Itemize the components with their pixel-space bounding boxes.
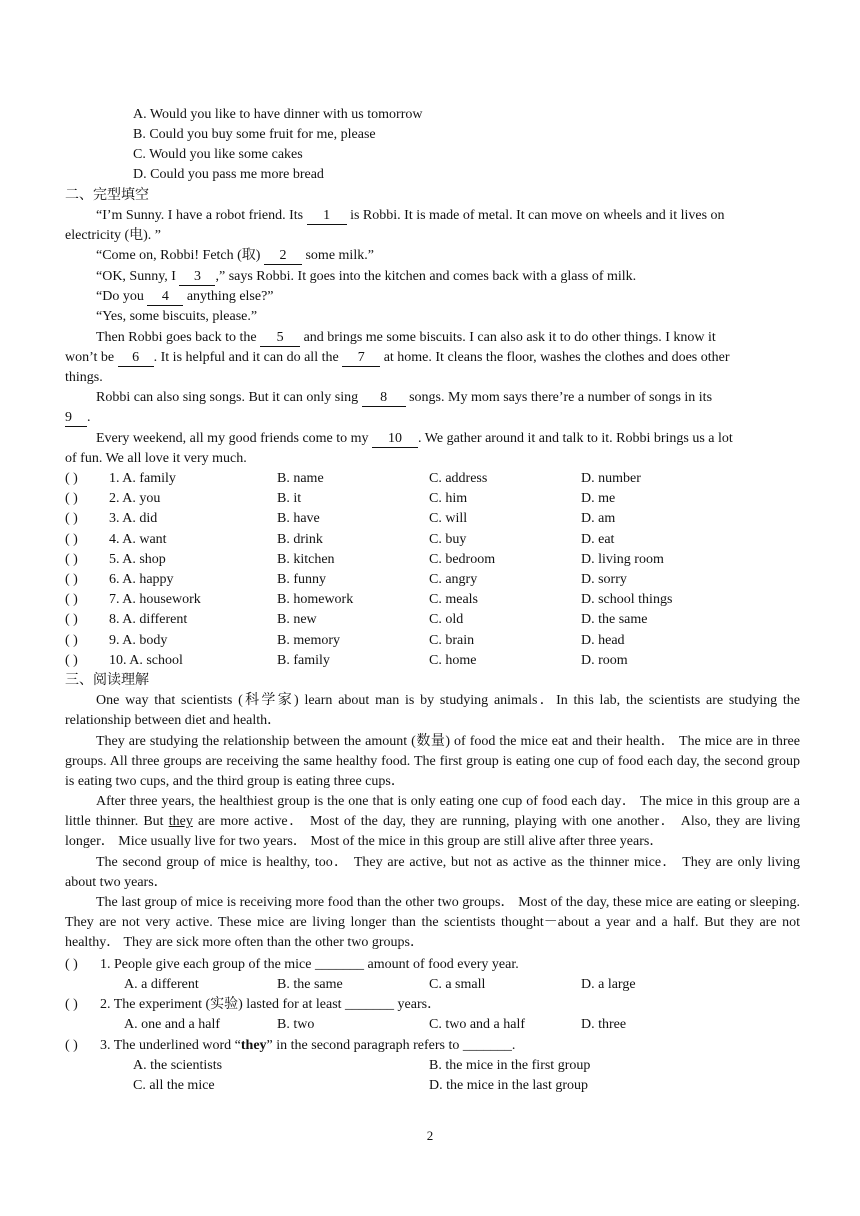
reading-question-3: ( ) 3. The underlined word “they” in the second paragraph refers to _______. [65,1036,800,1056]
option-c: C. Would you like some cakes [133,147,303,162]
underlined-word-they: they [168,814,193,830]
reading-paragraph-1: One way that scientists (科学家) learn about man is by studying animals．In this lab, the scientists are studying the relationship between diet and health． [65,693,800,729]
answer-paren[interactable]: ( ) [65,632,78,648]
blank-6: 6 [118,350,154,367]
answer-paren[interactable]: ( ) [65,612,78,628]
answer-paren[interactable]: ( ) [65,652,78,668]
cloze-question-row: ( ) 1. A. family B. name C. address D. number [65,469,800,489]
cloze-line-8: Every weekend, all my good friends come to my 10 . We gather around it and talk to it. Robbi brings us a lot [96,431,733,446]
answer-paren[interactable]: ( ) [65,551,78,567]
reading-paragraph-3: After three years, the healthiest group is the one that is only eating one cup of food each day． The mice in this group are a little thinner. But they are more active． Most of the day, they are running, playing with one another． Also, they are living longer． Mice usually live for two years． Most of the mice in this group are still alive after three years． [65,794,801,850]
reading-question-3-options-row-2: C. all the mice D. the mice in the last group [133,1078,589,1093]
cloze-question-row: ( ) 9. A. body B. memory C. brain D. head [65,631,800,651]
blank-8: 8 [362,390,406,407]
answer-paren[interactable]: ( ) [65,471,78,486]
blank-1: 1 [307,208,347,225]
cloze-line-7: Robbi can also sing songs. But it can only sing 8 songs. My mom says there’re a number of songs in its [96,390,713,405]
answer-paren[interactable]: ( ) [65,491,78,507]
answer-paren[interactable]: ( ) [65,592,78,608]
blank-3: 3 [179,269,215,286]
option-b: B. Could you buy some fruit for me, please [133,127,376,142]
cloze-question-row: ( ) 3. A. did B. have C. will D. am [65,509,800,529]
reading-question-1-options: A. a different B. the same C. a small D. a large [124,977,636,992]
cloze-question-row: ( ) 10. A. school B. family C. home D. room [65,651,800,671]
answer-paren[interactable]: ( ) [65,1038,78,1053]
page-number: 2 [426,1128,434,1143]
reading-question-3-options-row-1: A. the scientists B. the mice in the first group [133,1058,591,1073]
cloze-line-1-cont: electricity (电). ” [65,228,162,243]
cloze-line-6-cont: won’t be 6 . It is helpful and it can do all the 7 at home. It cleans the floor, washes the clothes and does other [65,350,730,365]
option-a: A. Would you like to have dinner with us tomorrow [133,107,423,122]
cloze-question-row: ( ) 4. A. want B. drink C. buy D. eat [65,530,800,550]
section-heading-reading: 三、阅读理解 [65,673,149,688]
blank-7: 7 [342,350,380,367]
answer-paren[interactable]: ( ) [65,511,78,527]
bold-word-they: they [240,1038,267,1053]
reading-paragraph-4: The second group of mice is healthy, too． They are active, but not as active as the thinner mice． They are only living about two years． [65,855,800,891]
cloze-question-row: ( ) 8. A. different B. new C. old D. the same [65,610,800,630]
answer-paren[interactable]: ( ) [65,572,78,587]
reading-paragraph-5: The last group of mice is receiving more food than the other two groups． Most of the day, these mice are eating or sleeping. They are not very active. These mice are living longer than the scientists thought－about a year and a half. But they are not healthy． They are sick more often than the other two groups． [65,895,800,951]
blank-9: 9 [65,410,87,427]
blank-2: 2 [264,248,302,265]
cloze-question-row: ( ) 7. A. housework B. homework C. meals D. school things [65,590,800,610]
cloze-line-8-cont: of fun. We all love it very much. [65,451,247,466]
answer-paren[interactable]: ( ) [65,997,78,1012]
cloze-line-5: “Yes, some biscuits, please.” [96,309,258,324]
blank-10: 10 [372,431,418,448]
cloze-line-7-cont: 9 . [65,410,91,425]
answer-paren[interactable]: ( ) [65,531,78,547]
answer-paren[interactable]: ( ) [65,957,78,972]
reading-question-2: ( ) 2. The experiment (实验) lasted for at least _______ years． [65,995,800,1015]
cloze-line-1: “I’m Sunny. I have a robot friend. Its 1 is Robbi. It is made of metal. It can move on wheels and it lives on [96,208,725,223]
cloze-question-row: ( ) 6. A. happy B. funny C. angry D. sorry [65,570,800,590]
cloze-question-row: ( ) 2. A. you B. it C. him D. me [65,489,800,509]
section-heading-cloze: 二、完型填空 [65,188,149,203]
reading-question-1: ( ) 1. People give each group of the mice _______ amount of food every year. [65,955,800,975]
option-d: D. Could you pass me more bread [133,167,324,182]
reading-paragraph-2: They are studying the relationship between the amount (数量) of food the mice eat and their health． The mice are in three groups. All three groups are receiving the same healthy food. The first group is eating one cup of food each day, the second group is eating two cups, and the third group is eating three cups． [65,734,800,790]
cloze-question-row: ( ) 5. A. shop B. kitchen C. bedroom D. living room [65,550,800,570]
cloze-line-6: Then Robbi goes back to the 5 and brings me some biscuits. I can also ask it to do other things. I know it [96,330,716,345]
cloze-line-6-end: things. [65,370,103,385]
cloze-line-3: “OK, Sunny, I 3 ,” says Robbi. It goes into the kitchen and comes back with a glass of milk. [96,269,637,284]
reading-question-2-options: A. one and a half B. two C. two and a half D. three [124,1017,627,1032]
blank-5: 5 [260,330,300,347]
cloze-line-4: “Do you 4 anything else?” [96,289,274,304]
cloze-line-2: “Come on, Robbi! Fetch (取) 2 some milk.” [96,248,374,263]
blank-4: 4 [147,289,183,306]
